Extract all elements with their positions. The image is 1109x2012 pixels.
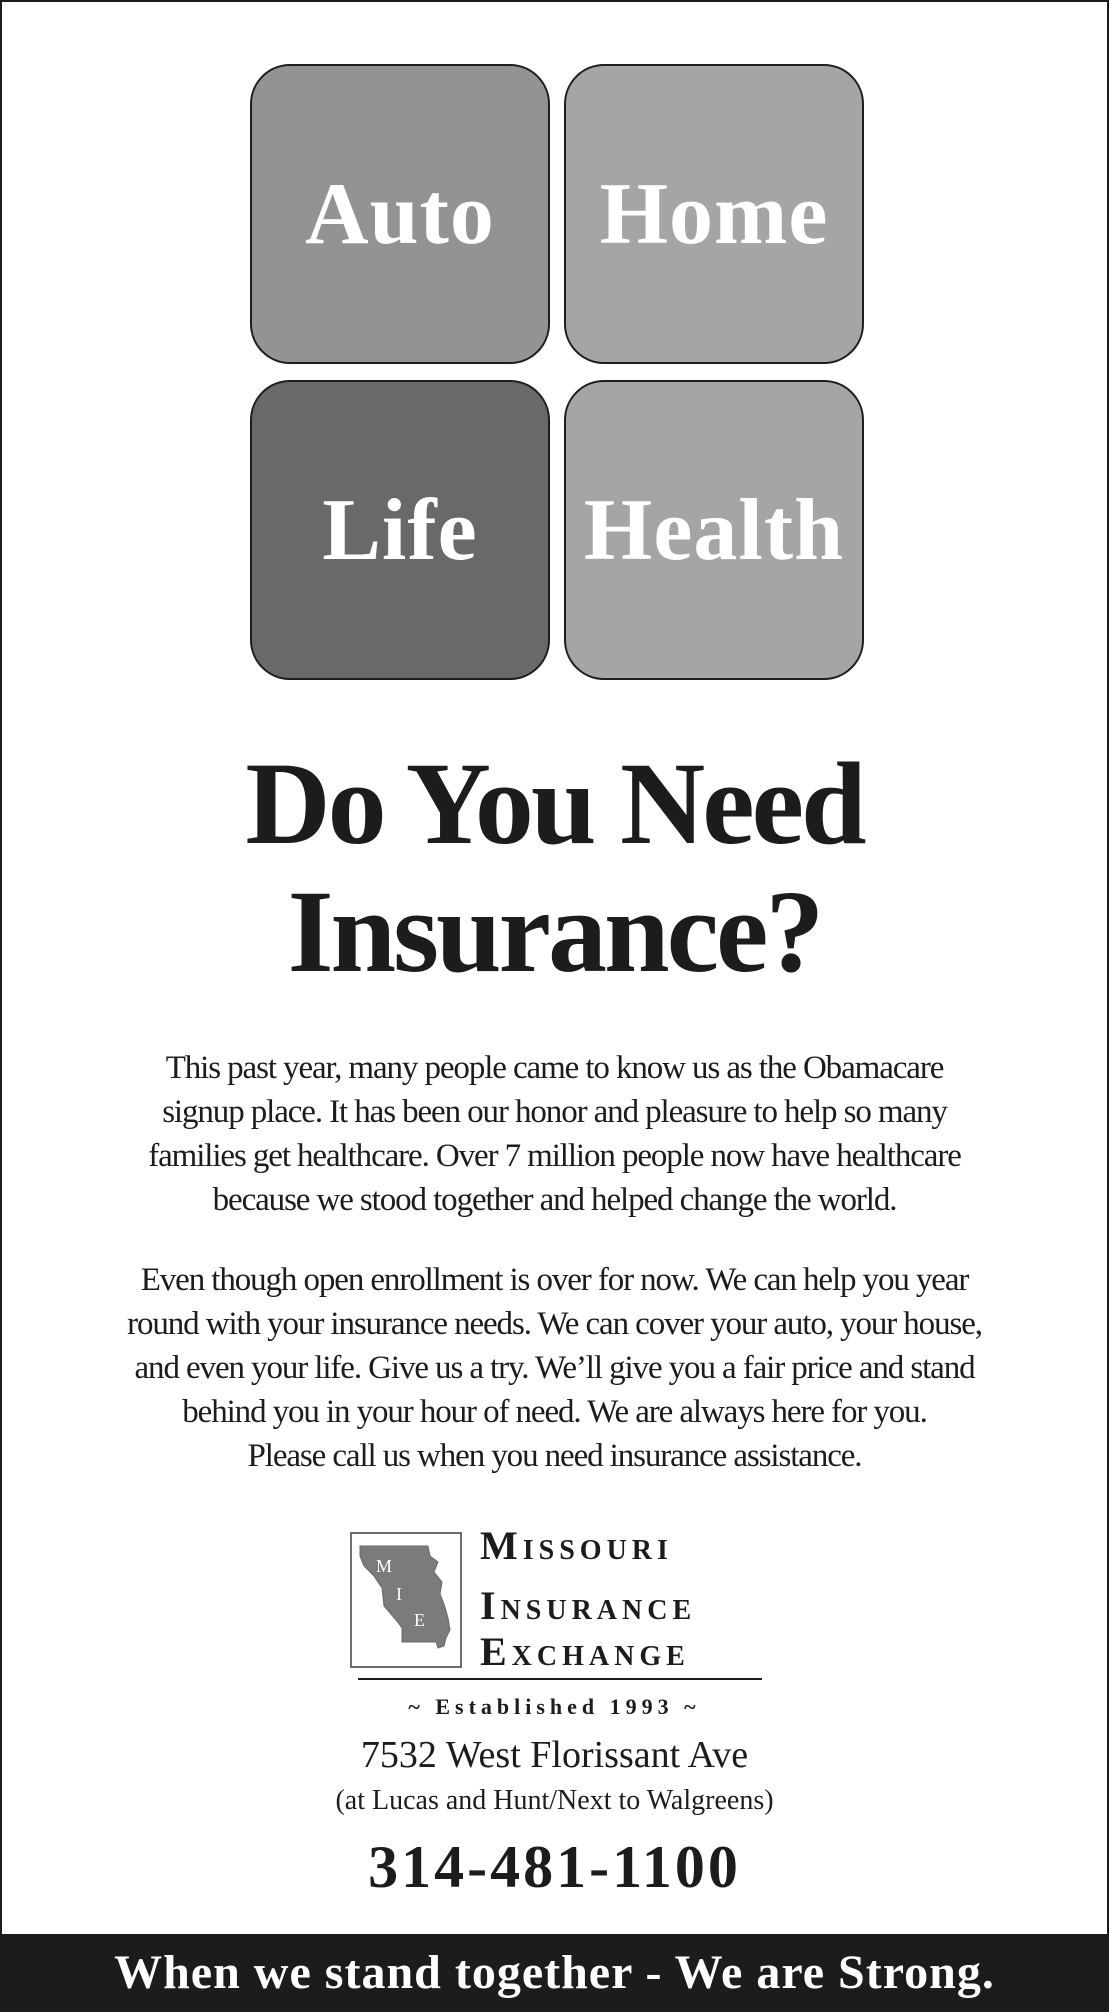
company-name-line-3: Exchange xyxy=(480,1629,690,1674)
paragraph-line: signup place. It has been our honor and pleasure to help so many xyxy=(162,1094,947,1130)
missouri-state-logo xyxy=(350,1532,462,1668)
company-name-line-2: Insurance xyxy=(480,1583,697,1628)
logo-divider xyxy=(358,1678,762,1680)
street-address: 7532 West Florissant Ave xyxy=(360,1734,749,1776)
home-tile xyxy=(564,64,864,364)
phone-number: 314-481-1100 xyxy=(368,1834,741,1900)
established-tagline: ~ Established 1993 ~ xyxy=(408,1694,701,1719)
paragraph-services xyxy=(42,1258,1067,1478)
missouri-map-icon xyxy=(358,1542,454,1660)
life-tile-label: Life xyxy=(322,481,478,579)
logo-initial-i: I xyxy=(396,1584,402,1604)
company-name-line-1: Missouri xyxy=(480,1523,673,1568)
paragraph-line: Even though open enrollment is over for now. We can help you year xyxy=(140,1262,969,1298)
paragraph-line: and even your life. Give us a try. We’ll give you a fair price and stand xyxy=(134,1350,975,1386)
logo-initial-e: E xyxy=(414,1610,425,1630)
life-tile xyxy=(250,380,550,680)
health-tile xyxy=(564,380,864,680)
auto-tile-label: Auto xyxy=(305,165,495,263)
footer-slogan-banner xyxy=(2,1934,1107,2010)
health-tile-label: Health xyxy=(583,481,845,579)
paragraph-line: Please call us when you need insurance assistance. xyxy=(247,1438,862,1474)
headline-line-2: Insurance? xyxy=(287,866,822,997)
paragraph-line: families get healthcare. Over 7 million people now have healthcare xyxy=(148,1138,961,1174)
paragraph-obamacare xyxy=(42,1046,1067,1222)
paragraph-line: This past year, many people came to know us as the Obamacare xyxy=(165,1050,944,1086)
paragraph-line: behind you in your hour of need. We are always here for you. xyxy=(182,1394,927,1430)
headline-line-1: Do You Need xyxy=(245,738,864,869)
headline xyxy=(2,740,1107,996)
logo-initial-m: M xyxy=(376,1556,393,1576)
home-tile-label: Home xyxy=(599,165,829,263)
footer-slogan: When we stand together - We are Strong. xyxy=(114,1945,995,1999)
auto-tile xyxy=(250,64,550,364)
address-landmark-note: (at Lucas and Hunt/Next to Walgreens) xyxy=(335,1785,774,1816)
paragraph-line: because we stood together and helped change the world. xyxy=(212,1182,897,1218)
paragraph-line: round with your insurance needs. We can cover your auto, your house, xyxy=(127,1306,982,1342)
